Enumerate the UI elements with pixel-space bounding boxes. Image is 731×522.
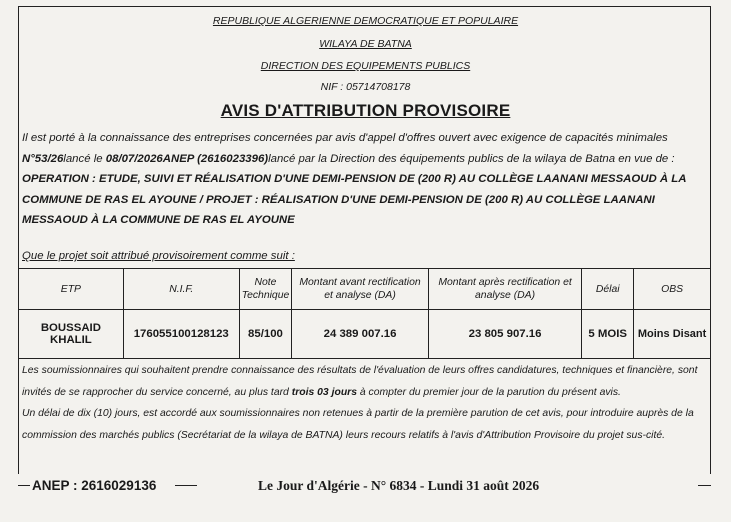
col-montant-avant: Montant avant rectification et analyse (DA)	[292, 269, 429, 310]
header-direction: DIRECTION DES EQUIPEMENTS PUBLICS	[260, 60, 471, 72]
header-wilaya: WILAYA DE BATNA	[319, 38, 412, 50]
cell-delai: 5 MOIS	[582, 310, 634, 359]
attribution-table	[18, 268, 711, 359]
col-delai: Délai	[582, 269, 634, 310]
intro-ref: N°53/26	[22, 152, 64, 165]
notes-section	[22, 360, 706, 446]
notice-title: AVIS D'ATTRIBUTION PROVISOIRE	[220, 101, 511, 120]
intro-attribution-line: Que le projet soit attribué provisoirement comme suit :	[22, 250, 295, 262]
cell-note: 85/100	[239, 310, 292, 359]
cell-obs: Moins Disant	[634, 310, 711, 359]
intro-anep-ref: ANEP (2616023396)	[162, 152, 269, 165]
notes-paragraph-2: Un délai de dix (10) jours, est accordé aux soumissionnaires non retenues à partir de la première parution de cet avis, pour introduire auprès de la commission des marchés publics (Secrétariat de la wilaya de BATNA) leurs recours relatifs à l'avis d'Attribution Provisoire du projet sus-cité.	[22, 408, 694, 441]
col-nif: N.I.F.	[123, 269, 239, 310]
cell-montant-avant: 24 389 007.16	[292, 310, 429, 359]
intro-text-3: lancé par la Direction des équipements publics de la wilaya de Batna en vue de :	[268, 152, 675, 165]
cell-nif: 176055100128123	[123, 310, 239, 359]
footer-anep: ANEP : 2616029136	[32, 478, 157, 493]
intro-operation: OPERATION : ETUDE, SUIVI ET RÉALISATION D'UNE DEMI-PENSION DE (200 R) AU COLLÈGE LAANANI MESSAOUD À LA COMMUNE DE RAS EL AYOUNE / PROJET : RÉALISATION D'UNE DEMI-PENSION DE (200 R) AU COLLÈGE LAANANI MESSAOUD À LA COMMUNE DE RAS EL AYOUNE	[22, 173, 687, 226]
table-header-row	[19, 269, 711, 310]
col-montant-apres: Montant après rectification et analyse (DA)	[428, 269, 581, 310]
notes-paragraph-1: Les soumissionnaires qui souhaitent prendre connaissance des résultats de l'évaluation de leurs offres candidatures, techniques et financière, sont invités de se rapprocher du service concerné, au plus tard trois 03 jours à compter du premier jour de la parution du présent avis.	[22, 365, 698, 398]
footer-journal: Le Jour d'Algérie - N° 6834 - Lundi 31 août 2026	[258, 478, 540, 493]
col-etp: ETP	[19, 269, 124, 310]
footer-rule-mid	[175, 485, 197, 486]
intro-date: 08/07/2026	[105, 152, 163, 165]
footer	[0, 474, 731, 504]
notes-deadline: trois 03 jours	[291, 386, 357, 398]
cell-etp: BOUSSAID KHALIL	[19, 310, 124, 359]
intro-text-1: Il est porté à la connaissance des entreprises concernées par avis d'appel d'offres ouvert avec exigence de capacités minimales	[22, 132, 668, 144]
header-nif: NIF : 05714708178	[320, 81, 411, 93]
intro-paragraph	[22, 128, 704, 231]
table-row	[19, 310, 711, 359]
header-republic: REPUBLIQUE ALGERIENNE DEMOCRATIQUE ET POPULAIRE	[212, 15, 519, 27]
footer-rule-right	[698, 485, 711, 486]
cell-montant-apres: 23 805 907.16	[428, 310, 581, 359]
intro-text-2: lancé le	[63, 152, 106, 165]
col-note-technique: Note Technique	[239, 269, 292, 310]
footer-rule-left	[18, 485, 30, 486]
col-obs: OBS	[634, 269, 711, 310]
